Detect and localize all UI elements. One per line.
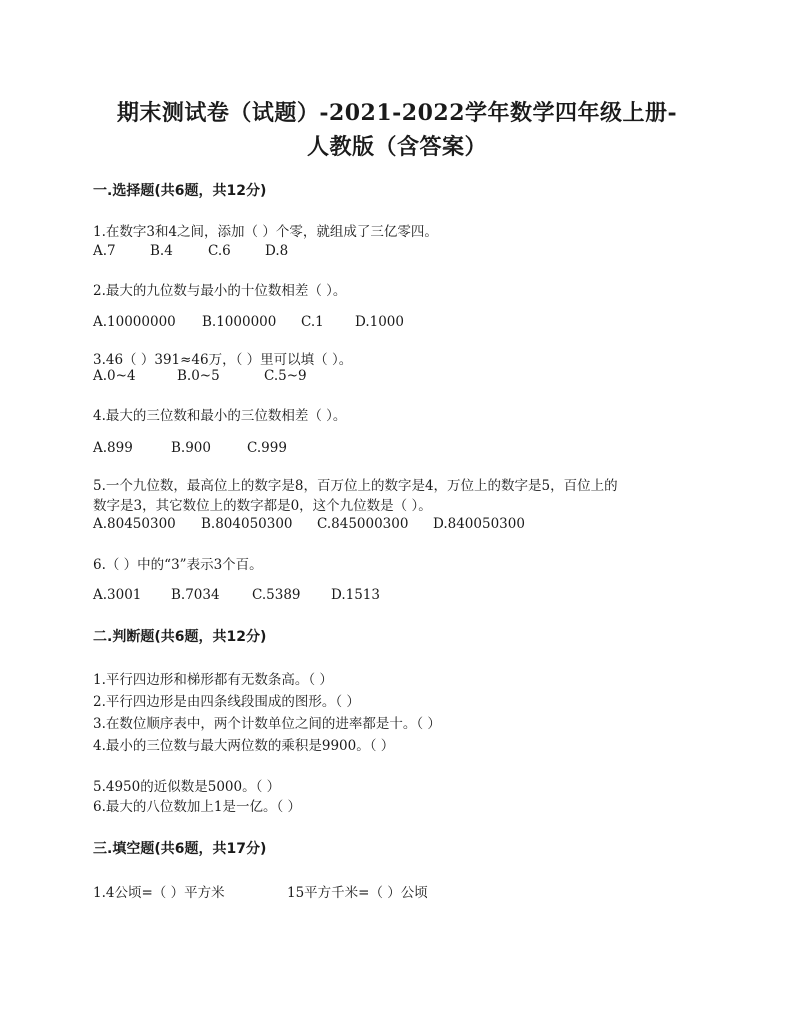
option-c: C.999 (247, 440, 287, 456)
fill-item-part-b: 15平方千米=（ ）公顷 (287, 885, 428, 901)
option-c: C.5389 (252, 587, 301, 603)
question-options (93, 314, 733, 332)
title-line-1: 期末测试卷（试题）-2021-2022学年数学四年级上册- (116, 100, 678, 126)
option-b: B.900 (171, 440, 211, 456)
question-options (93, 516, 733, 534)
question-stem-continued: 数字是3，其它数位上的数字都是0，这个九位数是（ ）。 (93, 498, 432, 514)
option-d: D.8 (265, 243, 289, 259)
fill-item-part-a: 1.4公顷=（ ）平方米 (93, 885, 225, 901)
question-stem: 1.在数字3和4之间，添加（ ）个零，就组成了三亿零四。 (93, 224, 438, 240)
option-a: A.10000000 (93, 314, 176, 330)
judge-item: 4.最小的三位数与最大两位数的乘积是9900。（ ） (93, 738, 395, 754)
option-d: D.1000 (355, 314, 404, 330)
option-a: A.0~4 (93, 368, 136, 384)
judge-item: 5.4950的近似数是5000。（ ） (93, 779, 281, 795)
option-b: B.7034 (171, 587, 220, 603)
judge-item: 2.平行四边形是由四条线段围成的图形。（ ） (93, 694, 360, 710)
question-stem: 2.最大的九位数与最小的十位数相差（ ）。 (93, 283, 347, 299)
option-a: A.7 (93, 243, 116, 259)
question-options (93, 587, 733, 605)
option-c: C.6 (208, 243, 231, 259)
option-d: D.1513 (331, 587, 380, 603)
option-a: A.80450300 (93, 516, 176, 532)
title-line-2: 人教版（含答案） (306, 134, 487, 160)
judge-item: 6.最大的八位数加上1是一亿。（ ） (93, 799, 302, 815)
option-c: C.845000300 (317, 516, 409, 532)
option-b: B.4 (150, 243, 173, 259)
section-heading-judge: 二.判断题(共6题，共12分) (93, 629, 267, 645)
question-options (93, 440, 733, 458)
judge-item: 1.平行四边形和梯形都有无数条高。（ ） (93, 672, 333, 688)
question-options (93, 243, 733, 261)
option-b: B.804050300 (201, 516, 293, 532)
option-b: B.1000000 (202, 314, 277, 330)
question-stem: 3.46（ ）391≈46万，（ ）里可以填（ ）。 (93, 352, 353, 368)
section-heading-fill: 三.填空题(共6题，共17分) (93, 841, 267, 857)
option-c: C.1 (301, 314, 324, 330)
judge-item: 3.在数位顺序表中，两个计数单位之间的进率都是十。（ ） (93, 716, 441, 732)
option-d: D.840050300 (433, 516, 525, 532)
option-a: A.3001 (93, 587, 142, 603)
question-stem: 5.一个九位数，最高位上的数字是8，百万位上的数字是4，万位上的数字是5，百位上的 (93, 478, 618, 494)
question-options (93, 368, 733, 386)
option-a: A.899 (93, 440, 133, 456)
question-stem: 4.最大的三位数和最小的三位数相差（ ）。 (93, 408, 347, 424)
option-c: C.5~9 (264, 368, 307, 384)
option-b: B.0~5 (177, 368, 220, 384)
section-heading-choice: 一.选择题(共6题，共12分) (93, 183, 267, 199)
question-stem: 6.（ ）中的“3”表示3个百。 (93, 557, 263, 573)
